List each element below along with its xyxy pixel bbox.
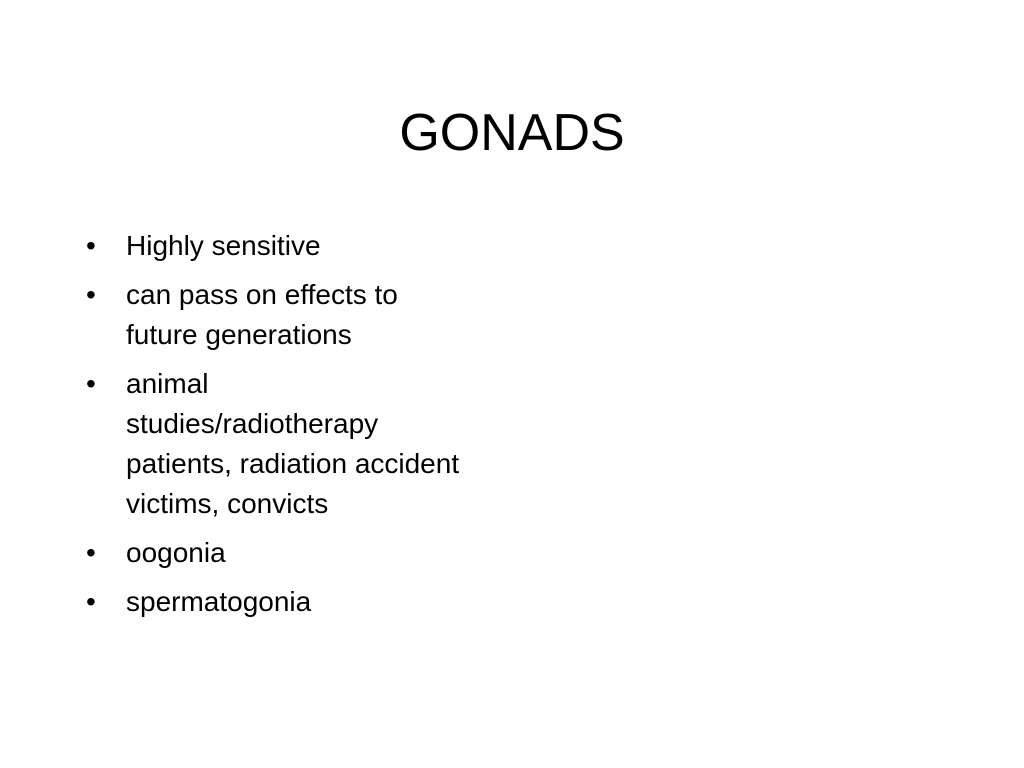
bullet-marker: • xyxy=(86,586,96,617)
bullet-item xyxy=(86,226,466,266)
bullet-marker: • xyxy=(86,230,96,261)
bullet-marker: • xyxy=(86,279,96,310)
bullet-text: can pass on effects to future generations xyxy=(126,279,398,350)
slide-title: GONADS xyxy=(399,104,625,162)
bullet-text: Highly sensitive xyxy=(126,230,321,261)
bullet-list xyxy=(86,226,466,631)
bullet-item xyxy=(86,533,466,573)
bullet-text: oogonia xyxy=(126,537,226,568)
bullet-marker: • xyxy=(86,537,96,568)
bullet-text: spermatogonia xyxy=(126,586,312,617)
bullet-marker: • xyxy=(86,368,96,399)
bullet-item xyxy=(86,582,466,622)
bullet-item xyxy=(86,364,466,524)
bullet-text: animal studies/radiotherapy patients, radiation accident victims, convicts xyxy=(126,368,460,519)
bullet-item xyxy=(86,275,466,355)
